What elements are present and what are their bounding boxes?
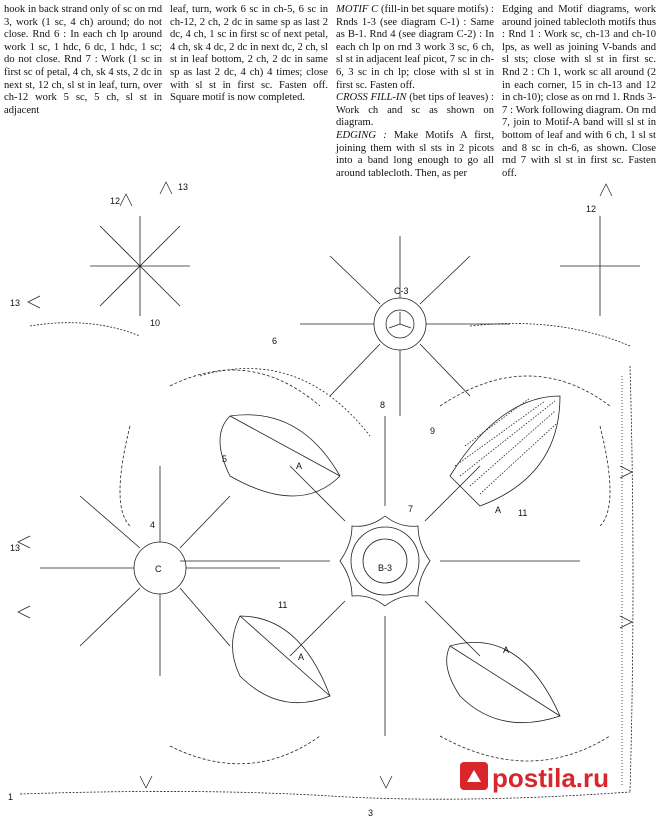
- label-a-4: A: [503, 645, 510, 655]
- crochet-diagram: [0, 176, 660, 822]
- text-column-4: [502, 4, 656, 180]
- edging-paragraph: [336, 130, 494, 180]
- label-c: C: [155, 564, 162, 574]
- label-8: 8: [380, 400, 386, 410]
- edging-heading: EDGING :: [336, 129, 387, 141]
- motif-b3: [180, 416, 580, 736]
- edging-text: Make Motifs A first, joining them with sl sts in 2 picots into a band long enough to go all around tablecloth. Then, as per: [336, 129, 494, 179]
- label-6: 6: [272, 336, 278, 346]
- label-1: 1: [8, 792, 14, 802]
- cross-fill-in-top-left: [90, 216, 190, 316]
- edging-right: [630, 366, 633, 792]
- label-3: 3: [368, 808, 374, 818]
- leaf-a-lower-left: [233, 616, 331, 703]
- cross-fill-paragraph: [336, 92, 494, 130]
- label-7: 7: [408, 504, 414, 514]
- leaf-a-upper-right: [450, 396, 560, 506]
- motif-c-heading: MOTIF C: [336, 4, 379, 15]
- label-13-left: 13: [10, 298, 21, 308]
- label-4: 4: [150, 520, 156, 530]
- leaf-a-upper-left: [200, 369, 370, 497]
- label-b3: B-3: [378, 563, 393, 573]
- watermark-text: postila.ru: [492, 763, 610, 793]
- label-9: 9: [430, 426, 436, 436]
- label-12-right: 12: [586, 204, 597, 214]
- label-12: 12: [110, 196, 121, 206]
- column-1-paragraph: hook in back strand only of sc on rnd 3, work (1 sc, 4 ch) around; do not close. Rnd 6 : In each ch lp around work 1 sc, 1 hdc, 6 dc, 1 hdc, 1 sc; do not close. Rnd 7 : Work (1 sc in first sc of petal, 4 ch, sk 4 sts, 2 dc in next st, 12 ch, sl st in leaf, turn, over ch-12 work 5 sc, 5 ch, sl st in adjacent: [4, 4, 162, 116]
- label-a-3: A: [298, 652, 305, 662]
- label-13-left-2: 13: [10, 543, 21, 553]
- text-column-3: [336, 4, 494, 180]
- motif-c3: [300, 236, 510, 416]
- picot-fans: [18, 182, 632, 788]
- label-11-b: 11: [278, 600, 288, 610]
- column-2-paragraph: leaf, turn, work 6 sc in ch-5, 6 sc in ch-12, 2 ch, 2 dc in same sp as last 2 dc, 4 ch, 1 sc in first sc of next petal, 4 ch, sk 4 dc, 2 dc in next dc, 2 ch, sl st in leaf bottom, 2 ch, 2 dc in same sp as last 2 dc, 4 ch) 4 times; close with sl st in first sc. Fasten off. Square motif is now completed.: [170, 4, 328, 104]
- text-column-2: [170, 4, 328, 105]
- label-13-top: 13: [178, 182, 189, 192]
- motif-c-text: (fill-in bet square motifs) : Rnds 1-3 (see diagram C-1) : Same as B-1. Rnd 4 (see diagram C-2) : In each ch lp on rnd 3 work 3 sc, 6 ch, sl st in adjacent leaf picot, 7 sc in ch-6, 3 sc in ch lp; close with sl st in first sc. Fasten off.: [336, 4, 494, 91]
- label-11: 11: [518, 508, 528, 518]
- cross-fill-in-top-right: [560, 216, 640, 316]
- motif-c-paragraph: [336, 4, 494, 92]
- text-column-1: [4, 4, 162, 117]
- label-10: 10: [150, 318, 161, 328]
- column-4-paragraph: Edging and Motif diagrams, work around joined tablecloth motifs thus : Rnd 1 : Work sc, ch-13 and ch-10 lps, as well as joining V-bands and sl sts; close with sl st in first sc. Rnd 2 : Ch 1, work sc all around (2 in each corner, 15 in ch-13 and 12 in ch-10); close as on rnd 1. Rnds 3-7 : Work following diagram. On rnd 7, join to Motif-A band will sl st in bottom of leaf and with 6 ch, 1 sl st and 8 sc in ch-6, as shown. Close rnd 7 with sl st in first sc. Fasten off.: [502, 4, 656, 179]
- label-c3: C-3: [394, 286, 409, 296]
- label-5: 5: [222, 454, 228, 464]
- label-a-2: A: [495, 505, 502, 515]
- cross-fill-text: (bet tips of leaves) : Work ch and sc as shown on diagram.: [336, 92, 494, 129]
- cross-fill-heading: CROSS FILL-IN: [336, 92, 407, 104]
- postila-watermark: [460, 762, 609, 793]
- label-a-1: A: [296, 461, 303, 471]
